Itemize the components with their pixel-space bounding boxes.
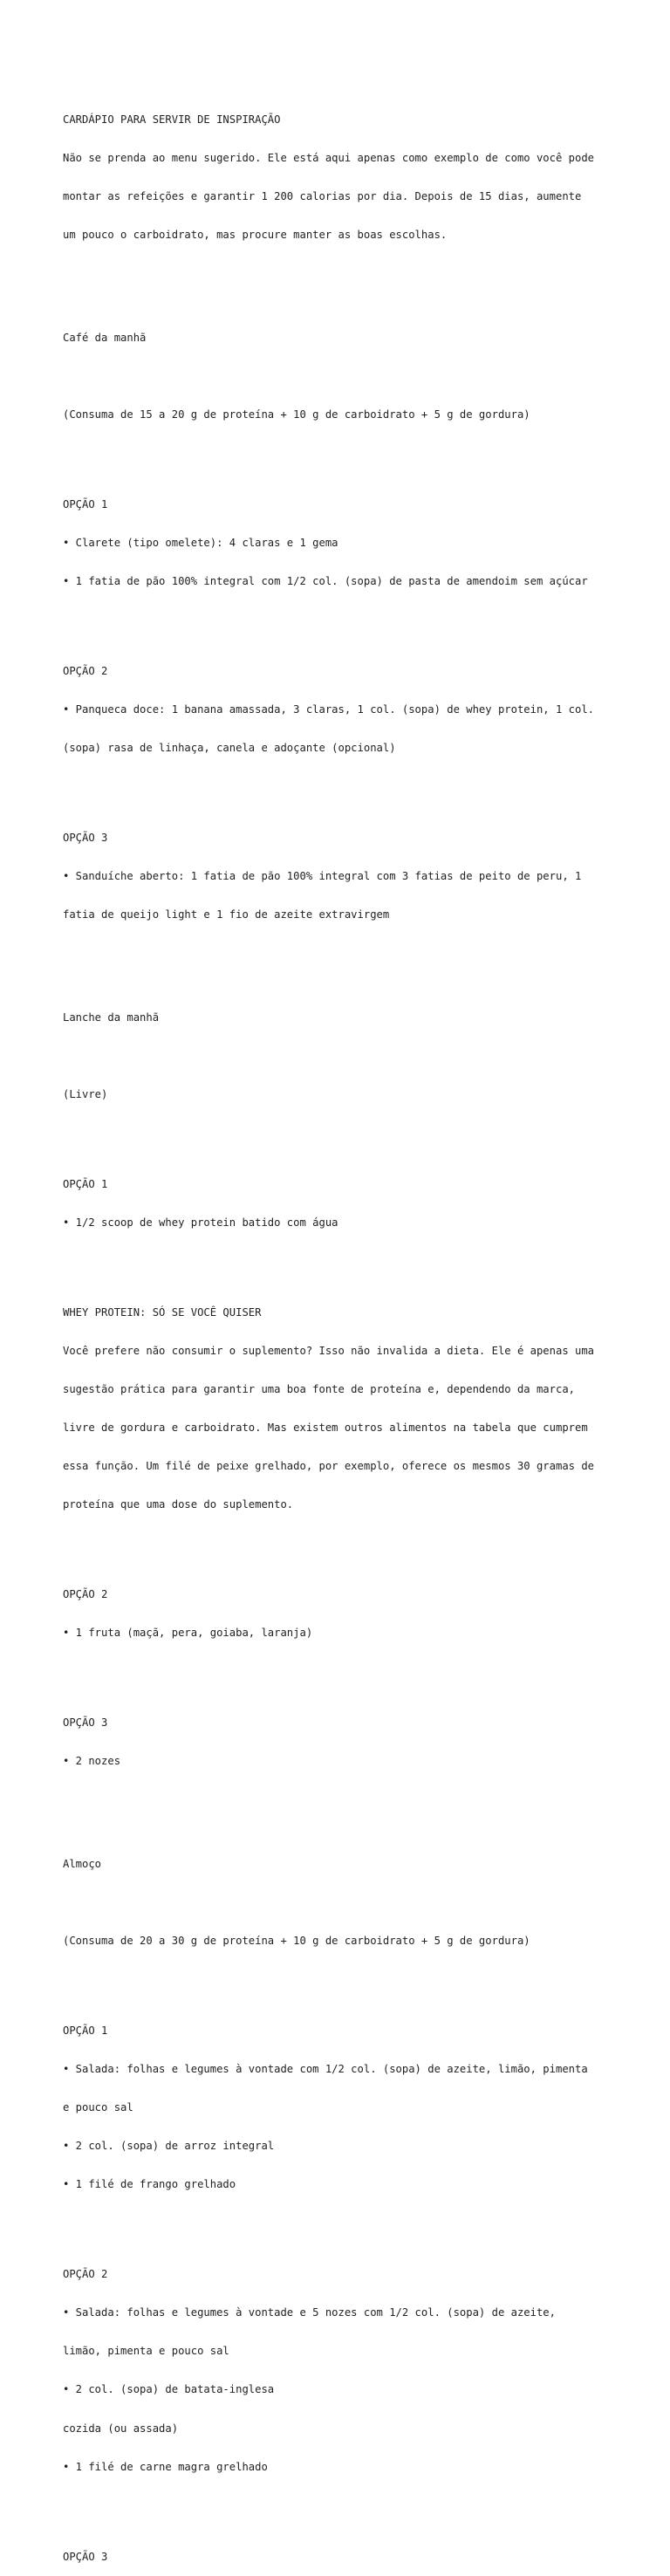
option-label: OPÇÃO 3 bbox=[63, 2550, 108, 2563]
whey-box-title: WHEY PROTEIN: SÓ SE VOCÊ QUISER bbox=[63, 1305, 262, 1319]
intro-line: montar as refeições e garantir 1 200 calorias por dia. Depois de 15 dias, aumente bbox=[63, 190, 582, 202]
document-page bbox=[63, 62, 621, 2576]
spacer bbox=[63, 1896, 621, 1909]
list-item: fatia de queijo light e 1 fio de azeite extravirgem bbox=[63, 908, 390, 921]
spacer bbox=[63, 1973, 621, 1986]
spacer bbox=[63, 1537, 621, 1550]
breakfast-note: (Consuma de 15 a 20 g de proteína + 10 g de carboidrato + 5 g de gordura) bbox=[63, 408, 530, 421]
list-item: • 2 nozes bbox=[63, 1755, 121, 1768]
spacer bbox=[63, 1050, 621, 1063]
option-label: OPÇÃO 2 bbox=[63, 2268, 108, 2281]
intro-line: Não se prenda ao menu sugerido. Ele está aqui apenas como exemplo de como você pode bbox=[63, 151, 595, 164]
list-item: • 1 filé de carne magra grelhado bbox=[63, 2460, 268, 2473]
whey-box-line: sugestão prática para garantir uma boa fonte de proteína e, dependendo da marca, bbox=[63, 1382, 575, 1395]
document-title: CARDÁPIO PARA SERVIR DE INSPIRAÇÃO bbox=[63, 113, 281, 126]
option-label: OPÇÃO 1 bbox=[63, 2024, 108, 2037]
option-label: OPÇÃO 3 bbox=[63, 1716, 108, 1730]
list-item: • Clarete (tipo omelete): 4 claras e 1 gema bbox=[63, 536, 338, 549]
whey-box-line: proteína que uma dose do suplemento. bbox=[63, 1498, 294, 1511]
spacer bbox=[63, 1127, 621, 1140]
whey-box-line: Você prefere não consumir o suplemento? Isso não invalida a dieta. Ele é apenas uma bbox=[63, 1344, 595, 1357]
spacer bbox=[63, 1255, 621, 1268]
list-item: • 2 col. (sopa) de batata-inglesa bbox=[63, 2383, 275, 2396]
list-item: e pouco sal bbox=[63, 2101, 133, 2114]
list-item: • Salada: folhas e legumes à vontade e 5 nozes com 1/2 col. (sopa) de azeite, bbox=[63, 2306, 556, 2319]
option-label: OPÇÃO 1 bbox=[63, 497, 108, 510]
section-heading-breakfast: Café da manhã bbox=[63, 331, 147, 344]
option-label: OPÇÃO 3 bbox=[63, 831, 108, 844]
spacer bbox=[63, 2499, 621, 2512]
list-item: • 1 fruta (maçã, pera, goiaba, laranja) bbox=[63, 1627, 313, 1640]
option-label: OPÇÃO 2 bbox=[63, 664, 108, 677]
list-item: • Panqueca doce: 1 banana amassada, 3 claras, 1 col. (sopa) de whey protein, 1 col. bbox=[63, 702, 595, 716]
morning-snack-note: (Livre) bbox=[63, 1087, 108, 1100]
list-item: limão, pimenta e pouco sal bbox=[63, 2345, 229, 2358]
whey-box-line: livre de gordura e carboidrato. Mas existem outros alimentos na tabela que cumprem bbox=[63, 1422, 588, 1435]
option-label: OPÇÃO 2 bbox=[63, 1588, 108, 1601]
spacer bbox=[63, 2216, 621, 2230]
list-item: • Salada: folhas e legumes à vontade com 1/2 col. (sopa) de azeite, limão, pimenta bbox=[63, 2062, 588, 2075]
lunch-note: (Consuma de 20 a 30 g de proteína + 10 g de carboidrato + 5 g de gordura) bbox=[63, 1934, 530, 1947]
list-item: (sopa) rasa de linhaça, canela e adoçante (opcional) bbox=[63, 742, 396, 755]
list-item: • Sanduíche aberto: 1 fatia de pão 100% integral com 3 fatias de peito de peru, 1 bbox=[63, 870, 582, 883]
spacer bbox=[63, 370, 621, 383]
option-label: OPÇÃO 1 bbox=[63, 1177, 108, 1190]
list-item: • 1 fatia de pão 100% integral com 1/2 col. (sopa) de pasta de amendoim sem açúcar bbox=[63, 574, 588, 587]
spacer bbox=[63, 1665, 621, 1678]
section-heading-lunch: Almoço bbox=[63, 1857, 102, 1870]
spacer bbox=[63, 267, 621, 280]
list-item: cozida (ou assada) bbox=[63, 2422, 179, 2435]
section-heading-morning-snack: Lanche da manhã bbox=[63, 1011, 160, 1024]
list-item: • 1 filé de frango grelhado bbox=[63, 2178, 236, 2191]
spacer bbox=[63, 1793, 621, 1806]
spacer bbox=[63, 447, 621, 460]
list-item: • 1/2 scoop de whey protein batido com água bbox=[63, 1216, 338, 1229]
spacer bbox=[63, 613, 621, 627]
list-item: • 2 col. (sopa) de arroz integral bbox=[63, 2140, 275, 2153]
whey-box-line: essa função. Um filé de peixe grelhado, por exemplo, oferece os mesmos 30 gramas de bbox=[63, 1460, 595, 1473]
intro-line: um pouco o carboidrato, mas procure manter as boas escolhas. bbox=[63, 229, 448, 242]
spacer bbox=[63, 947, 621, 960]
spacer bbox=[63, 780, 621, 793]
